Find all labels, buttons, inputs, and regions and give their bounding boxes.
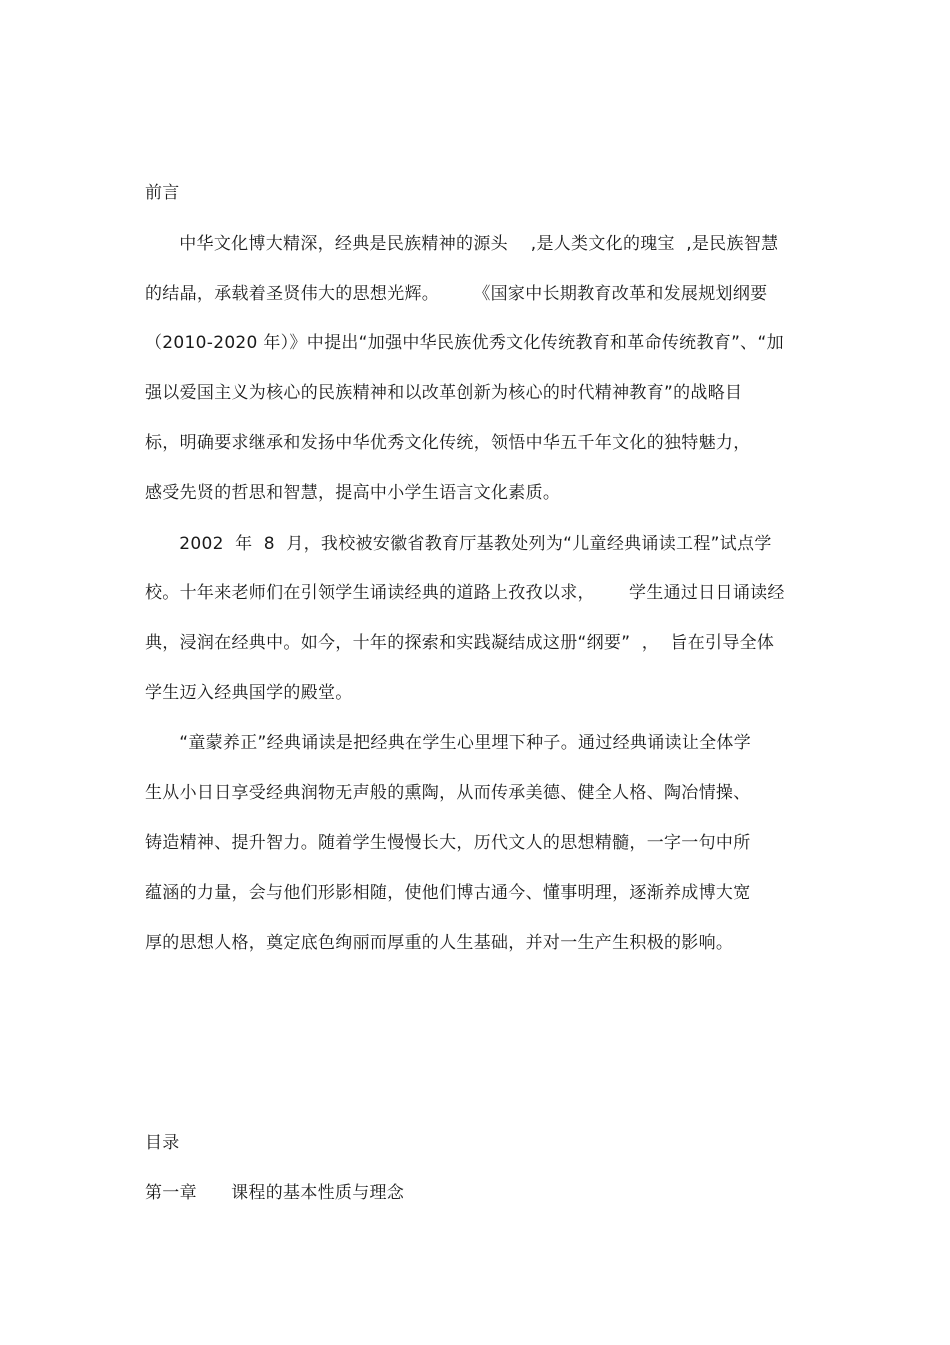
preface-line-1: 中华文化博大精深，经典是民族精神的源头 ,是人类文化的瑰宝 ,是民族智慧 [145, 234, 779, 254]
preface-line-11: “童蒙养正”经典诵读是把经典在学生心里埋下种子。通过经典诵读让全体学 [145, 733, 752, 753]
toc-title: 目录 [145, 1133, 180, 1153]
preface-line-10: 学生迈入经典国学的殿堂。 [145, 683, 353, 703]
preface-line-14: 蕴涵的力量，会与他们形影相随，使他们博古通今、懂事明理，逐渐养成博大宽 [145, 883, 751, 903]
toc-chapter-1: 第一章 课程的基本性质与理念 [145, 1183, 405, 1203]
preface-line-2: 的结晶，承载着圣贤伟大的思想光辉。 《国家中长期教育改革和发展规划纲要 [145, 284, 768, 304]
preface-line-8: 校。十年来老师们在引领学生诵读经典的道路上孜孜以求， 学生通过日日诵读经 [145, 583, 785, 603]
preface-line-4: 强以爱国主义为核心的民族精神和以改革创新为核心的时代精神教育”的战略目 [145, 383, 743, 403]
preface-title: 前言 [145, 183, 180, 203]
preface-line-7: 2002 年 8 月，我校被安徽省教育厅基教处列为“儿童经典诵读工程”试点学 [145, 534, 772, 554]
preface-line-5: 标，明确要求继承和发扬中华优秀文化传统，领悟中华五千年文化的独特魅力， [145, 433, 751, 453]
preface-line-13: 铸造精神、提升智力。随着学生慢慢长大，历代文人的思想精髓，一字一句中所 [145, 833, 751, 853]
preface-line-12: 生从小日日享受经典润物无声般的熏陶，从而传承美德、健全人格、陶冶情操、 [145, 783, 751, 803]
preface-line-15: 厚的思想人格，奠定底色绚丽而厚重的人生基础，并对一生产生积极的影响。 [145, 933, 734, 953]
preface-line-9: 典，浸润在经典中。如今，十年的探索和实践凝结成这册“纲要” ， 旨在引导全体 [145, 633, 775, 653]
preface-line-6: 感受先贤的哲思和智慧，提高中小学生语言文化素质。 [145, 483, 561, 503]
preface-line-3: （2010-2020 年）》中提出“加强中华民族优秀文化传统教育和革命传统教育”、“加 [145, 333, 784, 353]
